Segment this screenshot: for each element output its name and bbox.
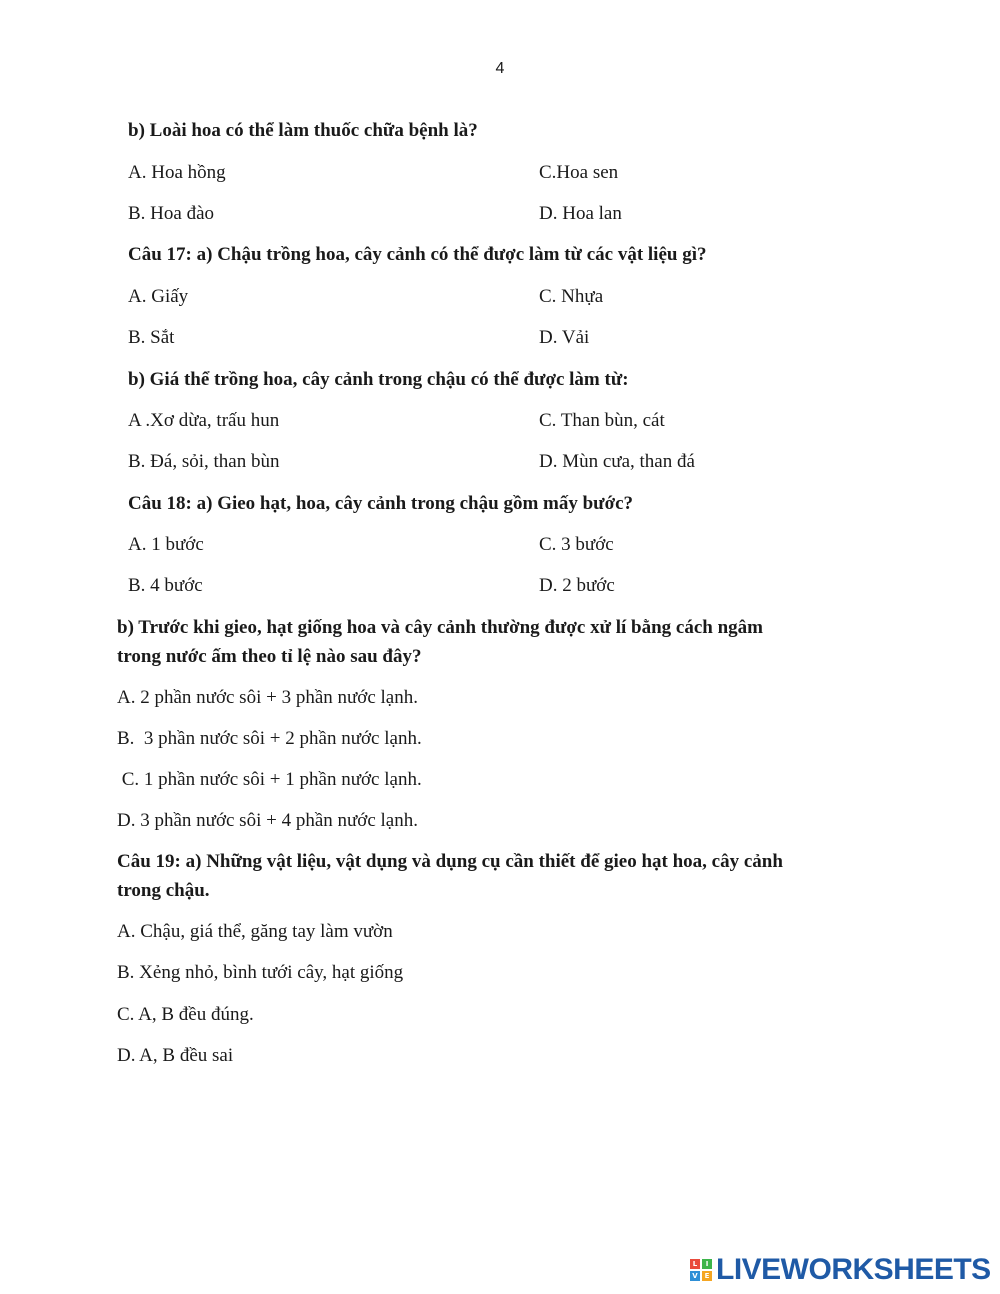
option-c: C.Hoa sen (539, 162, 619, 183)
question-17a: Câu 17: a) Chậu trồng hoa, cây cảnh có thể được làm từ các vật liệu gì? (128, 244, 707, 265)
brand-text: LIVEWORKSHEETS (716, 1253, 991, 1286)
question-17b: b) Giá thể trồng hoa, cây cảnh trong chậu có thể được làm từ: (128, 369, 629, 390)
option-c: C. A, B đều đúng. (117, 1004, 254, 1025)
option-b: B. 3 phần nước sôi + 2 phần nước lạnh. (117, 728, 422, 749)
option-b: B. Sắt (128, 327, 175, 348)
logo-tile: L (690, 1259, 700, 1269)
question-16b: b) Loài hoa có thể làm thuốc chữa bệnh là? (128, 120, 478, 141)
option-a: A. Giấy (128, 286, 189, 307)
question-19a-line1: Câu 19: a) Những vật liệu, vật dụng và dụng cụ cần thiết để gieo hạt hoa, cây cảnh (117, 851, 783, 872)
question-18b-line2: trong nước ấm theo tỉ lệ nào sau đây? (117, 646, 422, 667)
question-19a-line2: trong chậu. (117, 880, 210, 901)
option-b: B. Hoa đào (128, 203, 215, 224)
option-d: D. 2 bước (539, 575, 615, 596)
option-d: D. 3 phần nước sôi + 4 phần nước lạnh. (117, 810, 418, 831)
option-d: D. Mùn cưa, than đá (539, 451, 695, 472)
option-d: D. A, B đều sai (117, 1045, 234, 1066)
question-18a: Câu 18: a) Gieo hạt, hoa, cây cảnh trong chậu gồm mấy bước? (128, 493, 634, 514)
page-number: 4 (495, 60, 505, 77)
logo-tile: V (690, 1271, 700, 1281)
option-a: A. 2 phần nước sôi + 3 phần nước lạnh. (117, 687, 418, 708)
option-c: C. 1 phần nước sôi + 1 phần nước lạnh. (117, 769, 422, 790)
option-c: C. Than bùn, cát (539, 410, 665, 431)
option-a: A. Chậu, giá thể, găng tay làm vườn (117, 921, 393, 942)
option-d: D. Vải (539, 327, 590, 348)
option-b: B. 4 bước (128, 575, 203, 596)
option-b: B. Đá, sỏi, than bùn (128, 451, 280, 472)
option-d: D. Hoa lan (539, 203, 622, 224)
question-18b-line1: b) Trước khi gieo, hạt giống hoa và cây cảnh thường được xử lí bằng cách ngâm (117, 617, 764, 638)
logo-tile: I (702, 1259, 712, 1269)
logo-icon (690, 1259, 712, 1281)
option-c: C. 3 bước (539, 534, 614, 555)
logo-tile: E (702, 1271, 712, 1281)
option-a: A. Hoa hồng (128, 162, 226, 183)
option-a: A. 1 bước (128, 534, 204, 555)
option-b: B. Xẻng nhỏ, bình tưới cây, hạt giống (117, 962, 404, 983)
option-c: C. Nhựa (539, 286, 604, 307)
liveworksheets-logo (690, 1254, 991, 1286)
option-a: A .Xơ dừa, trấu hun (128, 410, 280, 431)
